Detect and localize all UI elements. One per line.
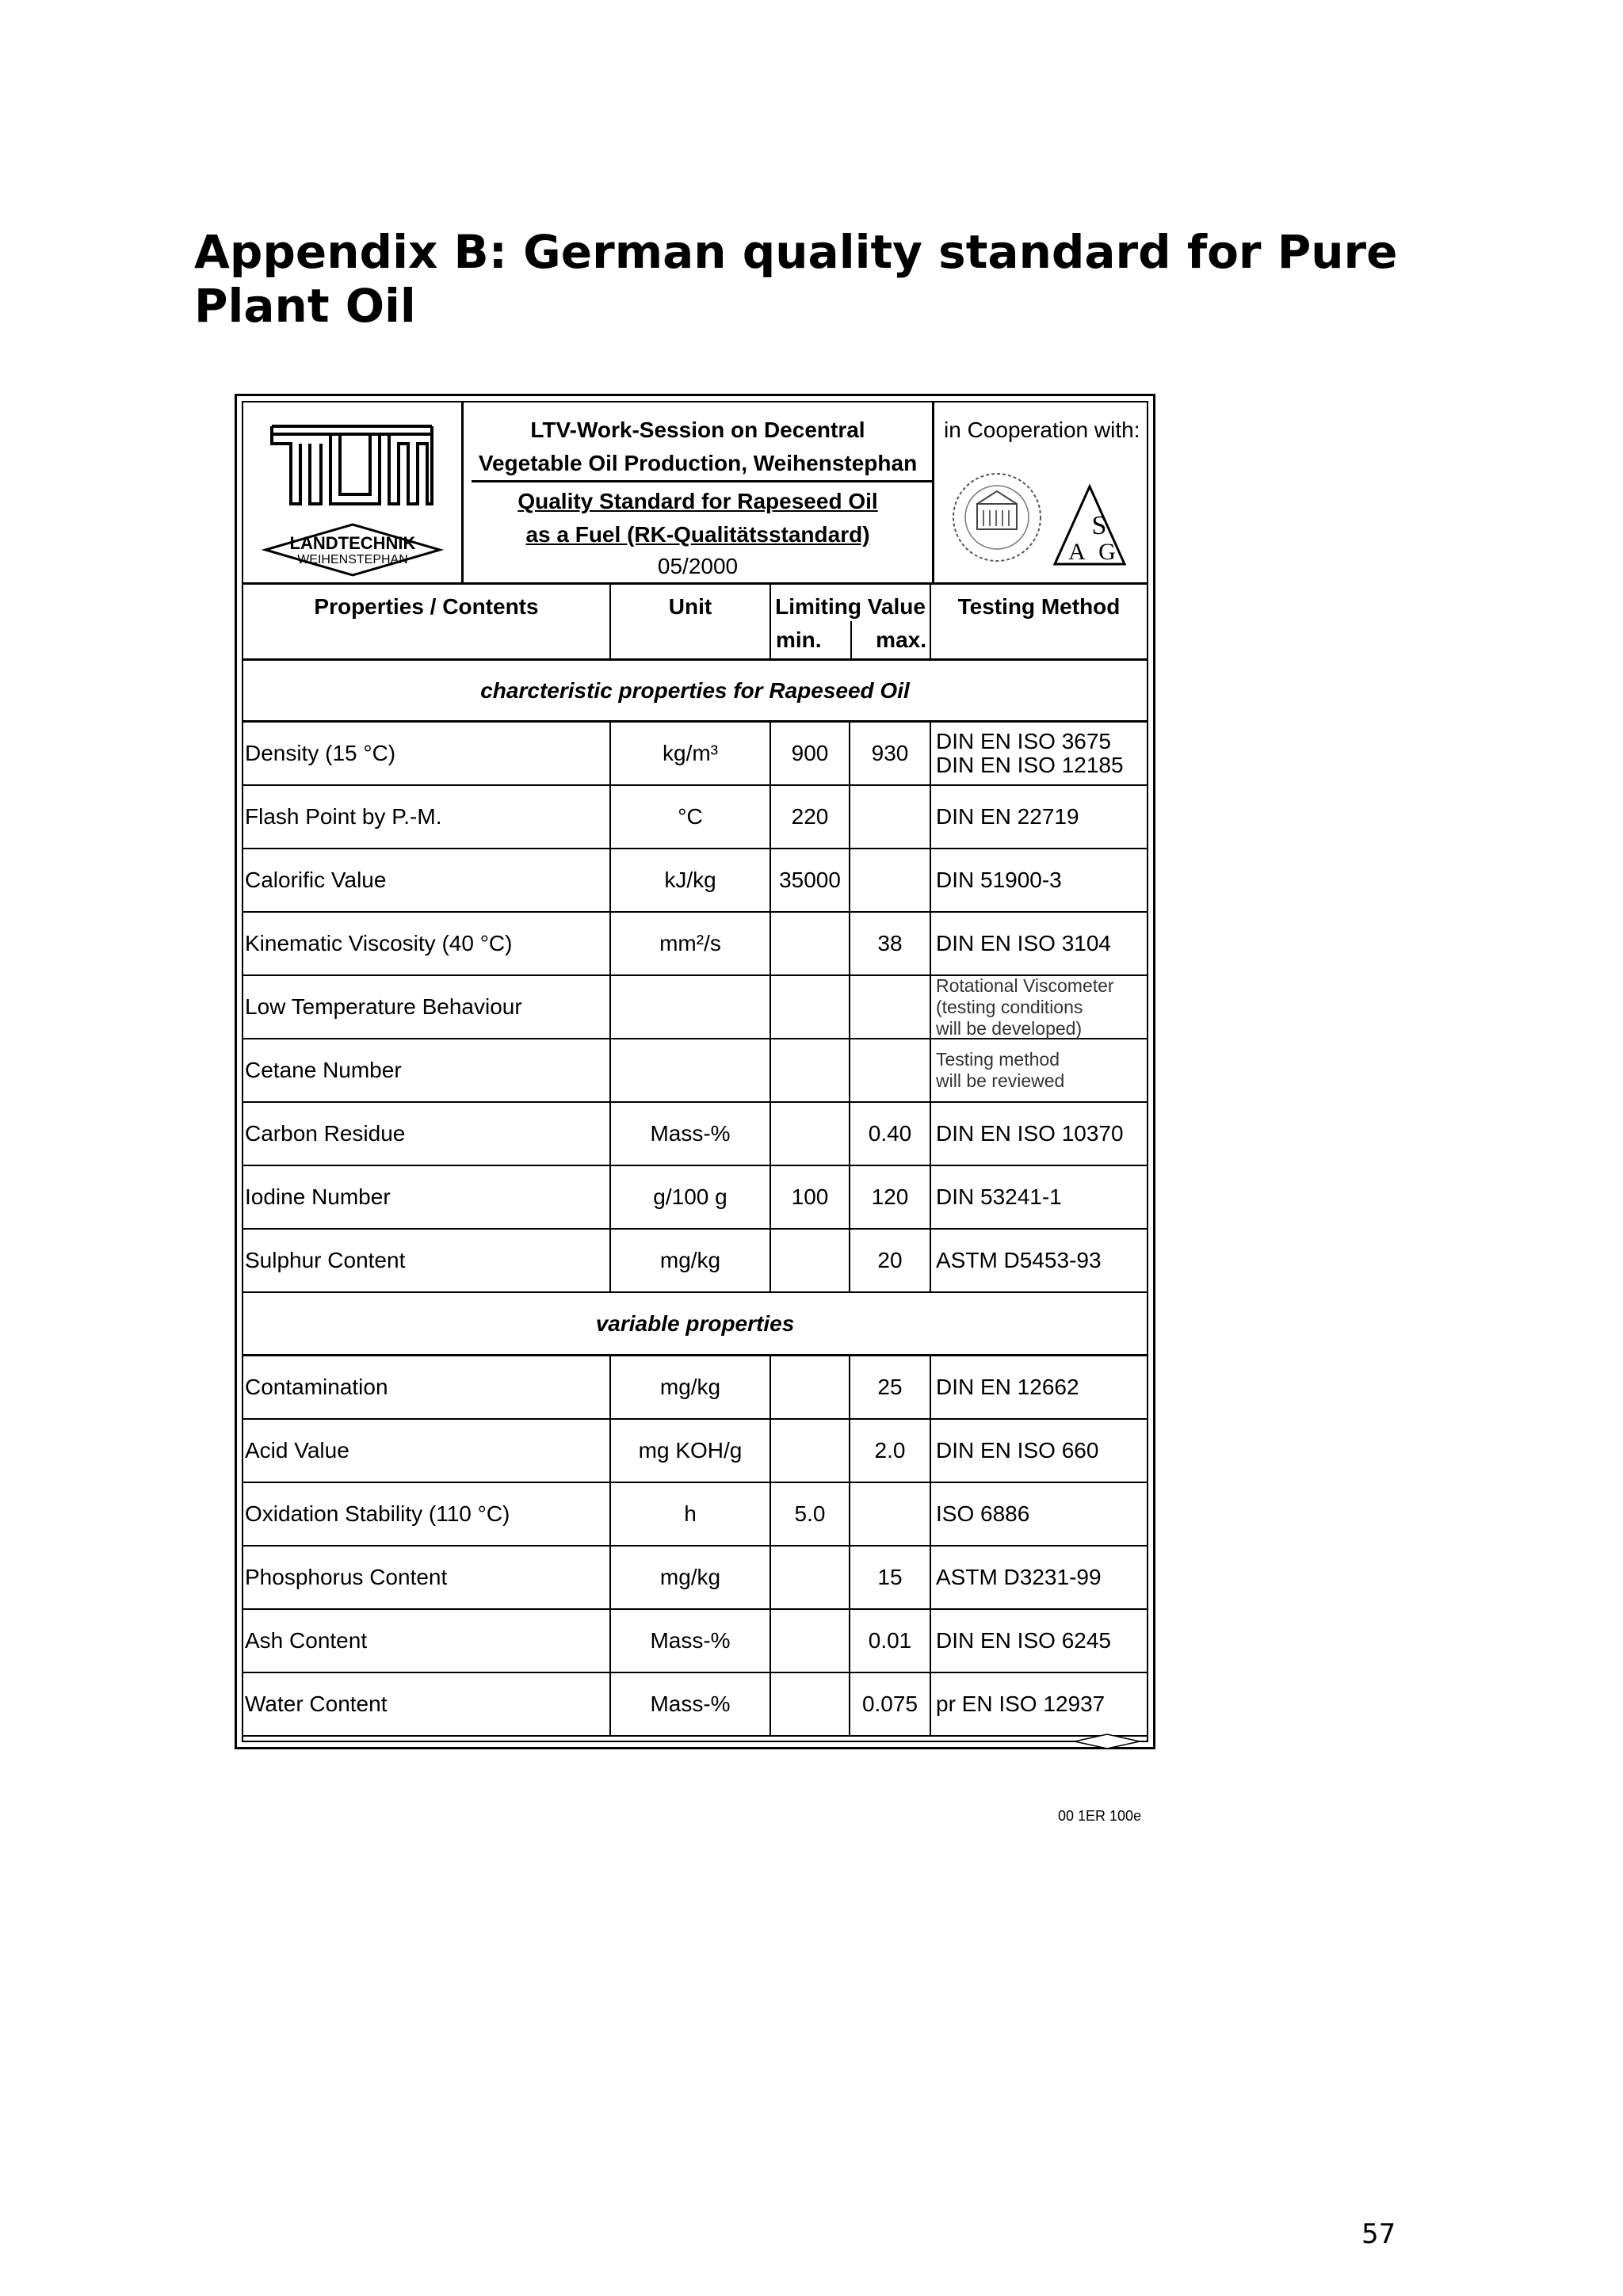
testing-method-line: Testing method — [936, 1049, 1060, 1070]
header-date: 05/2000 — [657, 554, 739, 578]
column-testing-method — [931, 585, 1147, 658]
column-limiting-value — [771, 585, 931, 658]
testing-method-line: (testing conditions — [936, 996, 1083, 1017]
sheet-inner — [242, 401, 1148, 1742]
max-value-cell: 0.40 — [850, 1103, 931, 1165]
property-cell: Acid Value — [243, 1420, 611, 1482]
unit-cell: h — [611, 1483, 771, 1545]
max-value-cell — [850, 786, 931, 848]
property-cell: Water Content — [243, 1673, 611, 1735]
page-heading: Appendix B: German quality standard for Pure Plant Oil — [194, 225, 1398, 333]
property-cell: Ash Content — [243, 1610, 611, 1672]
max-value-cell: 25 — [850, 1356, 931, 1418]
testing-method-cell — [931, 849, 1147, 911]
section-characteristic — [243, 661, 1147, 723]
table-row — [243, 1166, 1147, 1230]
testing-method-line: DIN EN 12662 — [936, 1375, 1079, 1399]
testing-method-line: DIN EN ISO 3104 — [936, 931, 1111, 955]
header-session-title — [464, 414, 932, 480]
unit-cell: mg/kg — [611, 1230, 771, 1291]
testing-method-lines — [936, 868, 1062, 892]
testing-method-lines — [936, 1629, 1111, 1653]
testing-method-line: ASTM D3231-99 — [936, 1565, 1102, 1589]
testing-method-line: ISO 6886 — [936, 1501, 1030, 1526]
testing-method-line: DIN EN 22719 — [936, 804, 1079, 829]
column-properties — [243, 585, 611, 658]
table-row — [243, 976, 1147, 1039]
column-min-label: min. — [776, 627, 822, 652]
unit-cell: mg/kg — [611, 1547, 771, 1608]
testing-method-line: DIN 51900-3 — [936, 868, 1062, 892]
testing-method-cell — [931, 1039, 1147, 1101]
min-value-cell — [771, 1673, 850, 1735]
header-line-1: LTV-Work-Session on Decentral — [530, 418, 865, 442]
testing-method-lines — [936, 1502, 1029, 1526]
testing-method-cell — [931, 976, 1147, 1038]
header-line-4: as a Fuel (RK-Qualitätsstandard) — [525, 522, 870, 547]
sag-letter-g: G — [1098, 539, 1116, 565]
unit-cell: mg/kg — [611, 1356, 771, 1418]
header-line-2: Vegetable Oil Production, Weihenstephan — [478, 451, 918, 475]
min-value-cell — [771, 1610, 850, 1672]
testing-method-line: will be developed) — [936, 1017, 1083, 1039]
testing-method-line: DIN EN ISO 6245 — [936, 1628, 1111, 1653]
section-variable — [243, 1293, 1147, 1356]
max-value-cell — [850, 976, 931, 1038]
property-cell: Low Temperature Behaviour — [243, 976, 611, 1038]
min-value-cell: 35000 — [771, 849, 850, 911]
column-unit — [611, 585, 771, 658]
testing-method-cell — [931, 786, 1147, 848]
max-value-cell: 120 — [850, 1166, 931, 1228]
property-cell: Flash Point by P.-M. — [243, 786, 611, 848]
tum-logo-cell — [243, 402, 464, 582]
testing-method-lines — [936, 1122, 1124, 1146]
testing-method-line: DIN 53241-1 — [936, 1184, 1062, 1209]
logo-text-1: LANDTECHNIK — [289, 533, 416, 553]
property-cell: Carbon Residue — [243, 1103, 611, 1165]
table-row — [243, 1230, 1147, 1293]
min-value-cell: 5.0 — [771, 1483, 850, 1545]
testing-method-line: DIN EN ISO 10370 — [936, 1121, 1124, 1146]
testing-method-line: DIN EN ISO 3675 — [936, 729, 1111, 753]
table-row — [243, 1356, 1147, 1420]
unit-cell: Mass-% — [611, 1103, 771, 1165]
testing-method-lines — [936, 805, 1079, 829]
page-number: 57 — [1361, 2218, 1396, 2250]
table-row — [243, 1673, 1147, 1737]
testing-method-line: pr EN ISO 12937 — [936, 1691, 1106, 1716]
header-line-3: Quality Standard for Rapeseed Oil — [517, 489, 878, 513]
unit-cell — [611, 976, 771, 1038]
table-row — [243, 1483, 1147, 1547]
max-value-cell — [850, 1039, 931, 1101]
table-row — [243, 849, 1147, 913]
table-row — [243, 1420, 1147, 1483]
max-value-cell: 2.0 — [850, 1420, 931, 1482]
property-cell: Iodine Number — [243, 1166, 611, 1228]
max-value-cell — [850, 849, 931, 911]
column-max-label: max. — [876, 627, 926, 652]
table-row — [243, 913, 1147, 976]
unit-cell: Mass-% — [611, 1610, 771, 1672]
property-cell: Phosphorus Content — [243, 1547, 611, 1608]
testing-method-line: Rotational Viscometer — [936, 974, 1114, 996]
min-value-cell — [771, 1420, 850, 1482]
testing-method-lines — [936, 1439, 1098, 1463]
max-value-cell — [850, 1483, 931, 1545]
testing-method-lines — [936, 1049, 1064, 1092]
max-value-cell: 20 — [850, 1230, 931, 1291]
testing-method-lines — [936, 1185, 1062, 1209]
table-row — [243, 1610, 1147, 1673]
column-header-row — [243, 585, 1147, 661]
section-characteristic-label: charcteristic properties for Rapeseed Oil — [480, 677, 910, 703]
testing-method-lines — [936, 975, 1114, 1039]
sag-letter-a: A — [1068, 539, 1086, 565]
min-value-cell — [771, 1230, 850, 1291]
property-cell: Calorific Value — [243, 849, 611, 911]
testing-method-line: DIN EN ISO 660 — [936, 1438, 1099, 1463]
max-value-cell: 0.075 — [850, 1673, 931, 1735]
testing-method-cell — [931, 1547, 1147, 1608]
max-value-cell: 15 — [850, 1547, 931, 1608]
logo-text-2: WEIHENSTEPHAN — [297, 553, 408, 566]
testing-method-lines — [936, 1566, 1102, 1589]
column-unit-label: Unit — [668, 594, 712, 619]
min-value-cell — [771, 1547, 850, 1608]
cooperation-label: in Cooperation with: — [944, 418, 1140, 442]
testing-method-cell — [931, 1166, 1147, 1228]
testing-method-lines — [936, 1249, 1102, 1272]
property-cell: Kinematic Viscosity (40 °C) — [243, 913, 611, 974]
testing-method-line: ASTM D5453-93 — [936, 1248, 1102, 1272]
testing-method-cell — [931, 1610, 1147, 1672]
unit-cell: °C — [611, 786, 771, 848]
institute-seal-icon — [945, 466, 1048, 569]
tum-logo-icon — [243, 402, 464, 582]
testing-method-cell — [931, 723, 1147, 784]
max-value-cell: 930 — [850, 723, 931, 784]
testing-method-line: will be reviewed — [936, 1070, 1065, 1091]
column-limiting-label: Limiting Value — [775, 594, 926, 619]
max-value-cell: 38 — [850, 913, 931, 974]
testing-method-lines — [936, 730, 1124, 777]
testing-method-lines — [936, 1375, 1079, 1399]
testing-method-cell — [931, 913, 1147, 974]
property-cell: Contamination — [243, 1356, 611, 1418]
min-value-cell — [771, 1103, 850, 1165]
header-standard-title — [464, 485, 932, 551]
unit-cell: mg KOH/g — [611, 1420, 771, 1482]
property-cell: Cetane Number — [243, 1039, 611, 1101]
testing-method-cell — [931, 1420, 1147, 1482]
sag-logo-icon — [1050, 482, 1129, 569]
testing-method-lines — [936, 932, 1111, 955]
header-separator — [472, 480, 932, 482]
testing-method-cell — [931, 1673, 1147, 1735]
min-value-cell — [771, 1039, 850, 1101]
min-value-cell — [771, 1356, 850, 1418]
table-row — [243, 723, 1147, 786]
unit-cell: Mass-% — [611, 1673, 771, 1735]
property-cell: Oxidation Stability (110 °C) — [243, 1483, 611, 1545]
section-variable-label: variable properties — [595, 1310, 795, 1336]
testing-method-cell — [931, 1356, 1147, 1418]
landtechnik-small-logo-icon — [1071, 1733, 1143, 1750]
table-row — [243, 1039, 1147, 1103]
sag-letter-s: S — [1091, 511, 1107, 540]
unit-cell — [611, 1039, 771, 1101]
table-row — [243, 1103, 1147, 1166]
unit-cell: g/100 g — [611, 1166, 771, 1228]
property-cell: Density (15 °C) — [243, 723, 611, 784]
document-code: 00 1ER 100e — [1058, 1808, 1142, 1824]
unit-cell: kJ/kg — [611, 849, 771, 911]
min-value-cell — [771, 976, 850, 1038]
testing-method-cell — [931, 1103, 1147, 1165]
unit-cell: kg/m³ — [611, 723, 771, 784]
property-cell: Sulphur Content — [243, 1230, 611, 1291]
min-value-cell: 220 — [771, 786, 850, 848]
testing-method-line: DIN EN ISO 12185 — [936, 753, 1124, 777]
min-value-cell — [771, 913, 850, 974]
testing-method-cell — [931, 1483, 1147, 1545]
testing-method-lines — [936, 1692, 1105, 1716]
column-method-label: Testing Method — [957, 594, 1121, 619]
sheet-header — [243, 402, 1147, 585]
header-cooperation-cell — [934, 402, 1147, 582]
table-row — [243, 786, 1147, 849]
min-value-cell: 900 — [771, 723, 850, 784]
column-properties-label: Properties / Contents — [314, 594, 539, 619]
testing-method-cell — [931, 1230, 1147, 1291]
unit-cell: mm²/s — [611, 913, 771, 974]
table-row — [243, 1547, 1147, 1610]
min-value-cell: 100 — [771, 1166, 850, 1228]
quality-standard-sheet — [235, 394, 1155, 1749]
header-title-cell — [464, 402, 934, 582]
max-value-cell: 0.01 — [850, 1610, 931, 1672]
